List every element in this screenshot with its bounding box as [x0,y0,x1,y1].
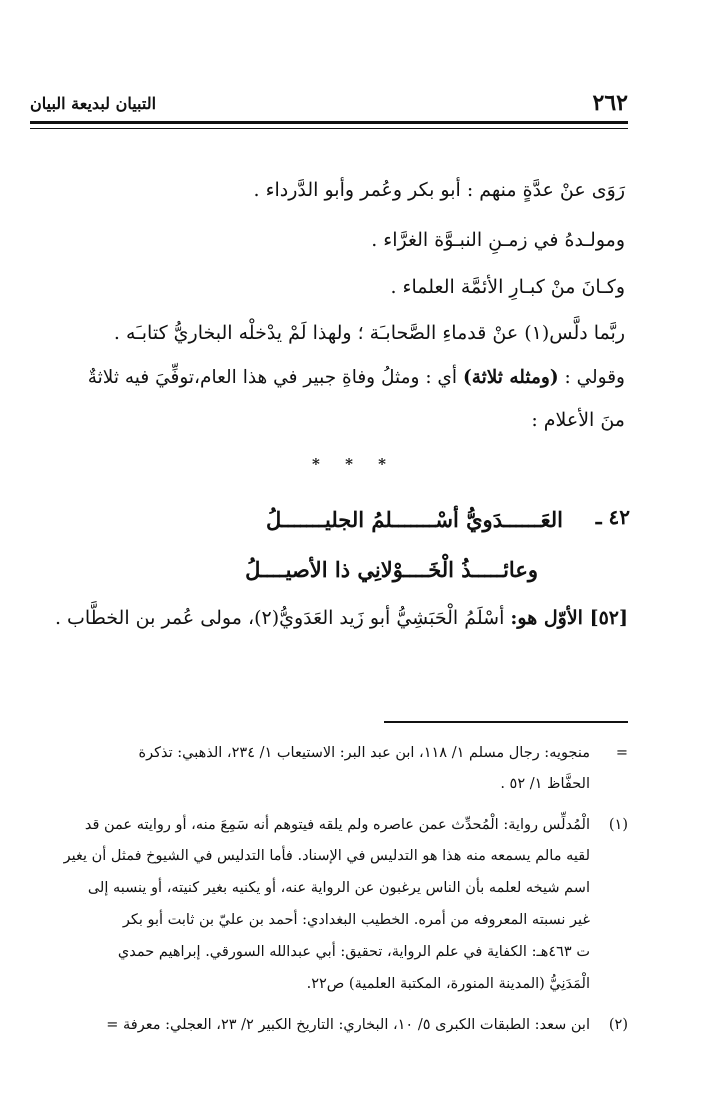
footnote-separator [384,721,628,723]
section-separator-stars: * * * [312,455,396,473]
footnote-marker: (٢) [608,1017,628,1033]
body-line-with-bold [88,363,625,393]
footnote-line: اسم شيخه لعلمه بأن الناس يرغبون عن الرواية عنه، أو يكنيه بغير كنيته، أو ينسبه إلى [87,880,590,896]
body-line: ربَّما دلَّس(١) عنْ قدماءِ الصَّحابـَة ؛ ولهذا لَمْ يدْخلْه البخاريُّ كتابـَه . [113,322,625,344]
running-title: التبيان لبديعة البيان [30,93,157,113]
body-text-run: أي : ومثلُ وفاةِ جبير في هذا العام،توفِّيَ فيه ثلاثةٌ [87,367,463,388]
poem-hemistich-2: وعائـــــذُ الْخَــــوْلانِي ذا الأصيــــلُ [245,557,538,582]
poem-hemistich-1: العَــــــدَويُّ أسْـــــــلمُ الجليـــــــلُ [266,507,563,532]
footnote-line: ت ٤٦٣هـ: الكفاية في علم الرواية، تحقيق: أبي عبدالله السورقي. إبراهيم حمدي [117,944,590,960]
body-line: رَوَى عنْ عدَّةٍ منهم : أبو بكر وعُمر وأبو الدَّرداء . [253,179,625,201]
entry-number: [٥٢] الأوّل هو: [510,607,628,629]
page-header [30,86,628,120]
footnote-line: غير نسبته المعروفه من أمره. الخطيب البغدادي: أحمد بن عليّ بن ثابت أبو بكر [122,912,590,928]
entry-text: أسْلَمُ الْحَبَشِيُّ أبو زَيد العَدَويُّ(٢)، مولى عُمر بن الخطَّاب . [54,607,505,629]
footnote-marker: (١) [608,817,628,833]
page-number: ٢٦٢ [592,90,628,116]
biography-entry [55,603,628,633]
footnote-marker: = [615,745,628,761]
footnote-line: لقيه مالم يسمعه منه هذا هو التدليس في الإسناد. فأما التدليس في الشيوخ فمثل أن يغير [63,848,590,864]
footnote-line: الْمُدلِّس رواية: الْمُحدِّث عمن عاصره ولم يلقه فيتوهم أنه سَمِعَ منه، أو روايته عمن قد [84,817,590,833]
footnote-line: الحفَّاظ ١/ ٥٢ . [500,776,590,792]
bold-phrase: (ومثله ثلاثة) [462,367,559,388]
body-line: منَ الأعلام : [531,409,625,431]
body-line: ومولـدهُ في زمـنِ النبـوَّة الغرَّاء . [371,229,625,251]
footnote-line: منجويه: رجال مسلم ١/ ١١٨، ابن عبد البر: الاستيعاب ١/ ٢٣٤، الذهبي: تذكرة [138,745,590,761]
header-rule-thick [30,121,628,124]
body-text-run: وقولي : [558,367,625,388]
footnote-line: الْمَدَنِيُّ (المدينة المنورة، المكتبة العلمية) ص٢٢. [306,976,590,992]
body-line: وكـانَ منْ كبـارِ الأئمَّة العلماء . [390,276,625,298]
header-rule-thin [30,128,628,129]
poem-number: ٤٢ ـ [595,505,630,529]
body-line-text [88,367,625,388]
footnote-line: ابن سعد: الطبقات الكبرى ٥/ ١٠، البخاري: التاريخ الكبير ٢/ ٢٣، العجلي: معرفة = [106,1017,590,1033]
